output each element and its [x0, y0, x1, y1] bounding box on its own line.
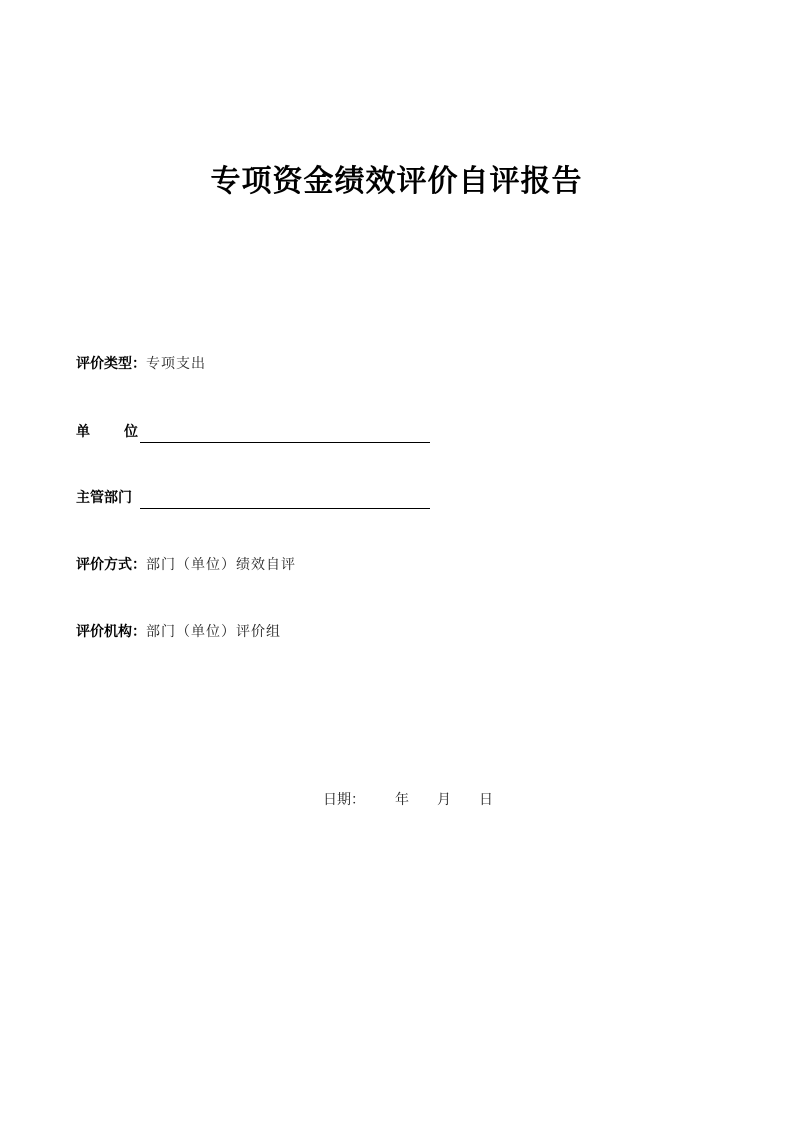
eval-method-label: 评价方式：	[76, 557, 146, 573]
eval-org-row	[76, 621, 281, 643]
supervisor-blank-line[interactable]	[140, 494, 430, 509]
date-day: 日	[479, 792, 493, 808]
unit-label-first: 单	[76, 424, 90, 440]
eval-type-row	[76, 353, 206, 375]
eval-method-row	[76, 554, 296, 576]
document-title: 专项资金绩效评价自评报告	[210, 164, 583, 199]
date-label: 日期：	[323, 792, 365, 808]
eval-type-label: 评价类型：	[76, 356, 146, 372]
unit-label-second: 位	[124, 424, 138, 440]
eval-org-value: 部门（单位）评价组	[146, 624, 281, 640]
date-year: 年	[395, 792, 409, 808]
supervisor-row	[76, 487, 430, 509]
eval-type-value: 专项支出	[146, 356, 206, 372]
eval-org-label: 评价机构：	[76, 624, 146, 640]
date-month: 月	[437, 792, 451, 808]
unit-label	[76, 421, 138, 443]
unit-blank-line[interactable]	[140, 428, 430, 443]
unit-row	[76, 421, 430, 443]
date-row	[323, 789, 493, 811]
supervisor-label: 主管部门	[76, 490, 132, 506]
eval-method-value: 部门（单位）绩效自评	[146, 557, 296, 573]
